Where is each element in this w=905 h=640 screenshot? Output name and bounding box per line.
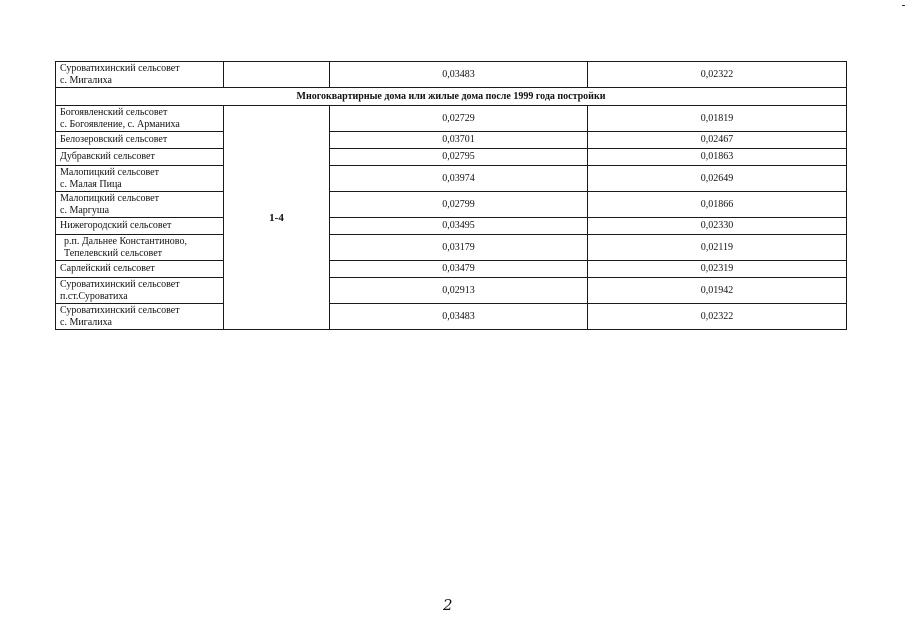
rate-value-2: 0,01866 <box>588 192 847 218</box>
section-header-row <box>56 88 847 106</box>
settlement-name: р.п. Дальнее Константиново, Тепелевский сельсовет <box>56 235 224 261</box>
table-row <box>56 62 847 88</box>
rate-value-1: 0,03483 <box>330 62 588 88</box>
rate-value-2: 0,01819 <box>588 106 847 132</box>
table-row <box>56 106 847 132</box>
rate-value-2: 0,01863 <box>588 149 847 166</box>
rate-value-1: 0,03479 <box>330 261 588 278</box>
rate-value-1: 0,03495 <box>330 218 588 235</box>
floors-cell <box>224 62 330 88</box>
table-row <box>56 218 847 235</box>
rows-body <box>56 106 847 330</box>
table-row <box>56 278 847 304</box>
page-number: 2 <box>443 596 453 614</box>
settlement-name: Суроватихинский сельсовет п.ст.Суроватиха <box>56 278 224 304</box>
rate-value-2: 0,02649 <box>588 166 847 192</box>
rate-value-2: 0,02330 <box>588 218 847 235</box>
table-row <box>56 132 847 149</box>
rate-value-1: 0,02729 <box>330 106 588 132</box>
table-row <box>56 149 847 166</box>
table-row <box>56 235 847 261</box>
rate-value-1: 0,03974 <box>330 166 588 192</box>
settlement-name: Дубравский сельсовет <box>56 149 224 166</box>
rate-value-2: 0,02119 <box>588 235 847 261</box>
rate-value-2: 0,02322 <box>588 304 847 330</box>
settlement-name: Суроватихинский сельсовет с. Мигалиха <box>56 62 224 88</box>
rate-value-2: 0,02319 <box>588 261 847 278</box>
rates-table <box>55 61 847 330</box>
settlement-name: Сарлейский сельсовет <box>56 261 224 278</box>
rate-value-2: 0,01942 <box>588 278 847 304</box>
rate-value-1: 0,03179 <box>330 235 588 261</box>
settlement-name: Нижегородский сельсовет <box>56 218 224 235</box>
rate-value-1: 0,02799 <box>330 192 588 218</box>
rate-value-1: 0,03701 <box>330 132 588 149</box>
rate-value-2: 0,02467 <box>588 132 847 149</box>
settlement-name: Малопицкий сельсовет с. Малая Пица <box>56 166 224 192</box>
settlement-name: Белозеровский сельсовет <box>56 132 224 149</box>
table-row <box>56 192 847 218</box>
table-row <box>56 304 847 330</box>
floors-range: 1-4 <box>224 106 330 330</box>
settlement-name: Богоявленский сельсовет с. Богоявление, с. Арманиха <box>56 106 224 132</box>
table-row <box>56 166 847 192</box>
rate-value-1: 0,02913 <box>330 278 588 304</box>
settlement-name: Суроватихинский сельсовет с. Мигалиха <box>56 304 224 330</box>
rate-value-1: 0,03483 <box>330 304 588 330</box>
table-row <box>56 261 847 278</box>
rate-value-1: 0,02795 <box>330 149 588 166</box>
rate-value-2: 0,02322 <box>588 62 847 88</box>
section-title: Многоквартирные дома или жилые дома после 1999 года постройки <box>56 88 847 106</box>
settlement-name: Малопицкий сельсовет с. Маргуша <box>56 192 224 218</box>
